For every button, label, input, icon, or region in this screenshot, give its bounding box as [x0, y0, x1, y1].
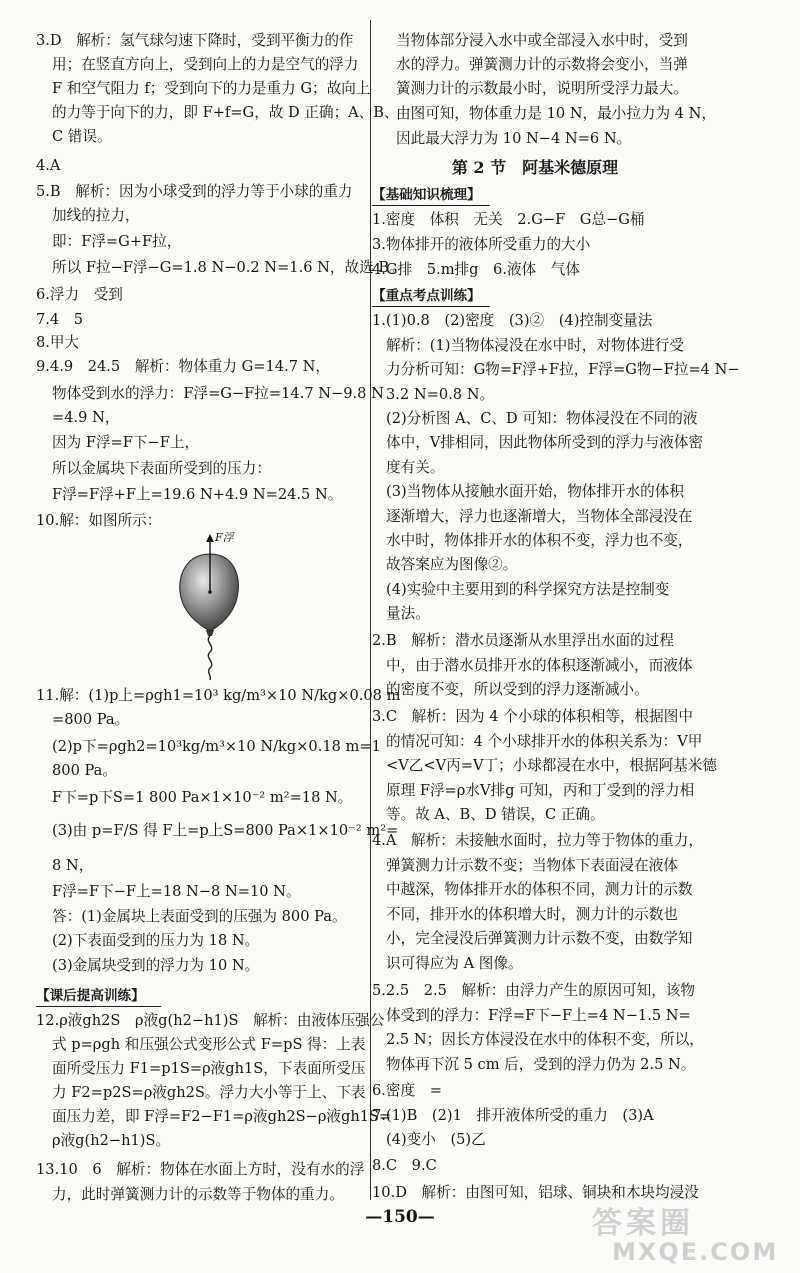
text-line: 800 Pa。 — [52, 762, 117, 779]
section-label-after-class: 【课后提高训练】 — [36, 988, 145, 1004]
text-line: (4)变小 (5)乙 — [386, 1131, 486, 1148]
text-line: F 和空气阻力 f；受到向下的力是重力 G；故向上 — [52, 80, 371, 97]
text-line: (2)分析图 A、C、D 可知：物体浸没在不同的液 — [386, 410, 698, 427]
text-line: 力，此时弹簧测力计的示数等于物体的重力。 — [52, 1186, 344, 1203]
text-line: 8.C 9.C — [372, 1157, 437, 1174]
text-line: 弹簧测力计示数不变；当物体下表面浸在液体 — [386, 857, 678, 874]
section-label-underline — [372, 205, 490, 206]
text-line: 答：(1)金属块上表面受到的压强为 800 Pa。 — [52, 908, 347, 925]
text-line: 中越深，物体排开水的体积不同，测力计的示数 — [386, 881, 693, 898]
text-line: 用；在竖直方向上，受到向上的力是空气的浮力 — [52, 56, 359, 73]
text-line: 6.浮力 受到 — [36, 286, 123, 303]
text-line: 力 F2=p2S=ρ液gh2S。浮力大小等于上、下表 — [52, 1084, 366, 1101]
text-line: 逐渐增大，浮力也逐渐增大，当物体全部浸没在 — [386, 508, 693, 525]
text-line: =4.9 N， — [52, 409, 120, 426]
text-line: 量法。 — [386, 605, 430, 622]
text-line: F下=p下S=1 800 Pa×1×10⁻² m²=18 N。 — [52, 789, 353, 806]
text-line: 9.4.9 24.5 解析：物体重力 G=14.7 N， — [36, 358, 330, 375]
text-line: 因此最大浮力为 10 N−4 N=6 N。 — [396, 130, 632, 147]
balloon-figure — [170, 532, 250, 682]
text-line: 因为 F浮=F下−F上， — [52, 434, 200, 451]
text-line: 10.解：如图所示： — [36, 512, 162, 529]
text-line: (2)p下=ρgh2=10³kg/m³×10 N/kg×0.18 m=1 — [52, 738, 381, 755]
text-line: F浮=F下−F上=18 N−8 N=10 N。 — [52, 883, 301, 900]
text-line: 解析：(1)当物体浸没在水中时，对物体进行受 — [386, 337, 684, 354]
text-line: 面压力差，即 F浮=F2−F1=ρ液gh2S−ρ液gh1S= — [52, 1108, 392, 1125]
text-line: 水中时，物体排开水的体积不变，浮力也不变， — [386, 532, 693, 549]
text-line: 5.2.5 2.5 解析：由浮力产生的原因可知，该物 — [372, 982, 696, 999]
text-line: 体受到的浮力：F浮=F下−F上=4 N−1.5 N= — [386, 1007, 691, 1024]
text-line: 7.(1)B (2)1 排开液体所受的重力 (3)A — [372, 1107, 654, 1124]
text-line: 即：F浮=G+F拉， — [52, 233, 182, 250]
text-line: =800 Pa。 — [52, 711, 130, 728]
text-line: 7.4 5 — [36, 311, 84, 328]
section-label-underline — [36, 1006, 161, 1007]
section-label-underline — [372, 306, 490, 307]
text-line: C 错误。 — [52, 128, 112, 145]
text-line: 11.解：(1)p上=ρgh1=10³ kg/m³×10 N/kg×0.08 m — [36, 687, 401, 704]
text-line: 5.B 解析：因为小球受到的浮力等于小球的重力 — [36, 183, 353, 200]
text-line: 识可得应为 A 图像。 — [386, 955, 523, 972]
text-line: (3)由 p=F/S 得 F上=p上S=800 Pa×1×10⁻² m²= — [52, 822, 399, 839]
section-label-basic-knowledge: 【基础知识梳理】 — [372, 187, 481, 203]
page-number: —150— — [365, 1207, 435, 1227]
text-line: 8 N， — [52, 857, 94, 874]
text-line: 水的浮力。弹簧测力计的示数将会变小，当弹 — [396, 56, 688, 73]
text-line: 加线的拉力， — [52, 207, 140, 224]
text-line: 簧测力计的示数最小时，说明所受浮力最大。 — [396, 80, 688, 97]
text-line: <V乙<V丙=V丁；小球都浸在水中，根据阿基米德 — [386, 757, 717, 774]
text-line: 原理 F浮=ρ水V排g 可知，丙和丁受到的浮力相 — [386, 782, 695, 799]
balloon-icon — [170, 532, 250, 682]
text-line: 1.密度 体积 无关 2.G−F G总−G桶 — [372, 211, 645, 228]
watermark-text-bottom: MXQE.COM — [612, 1238, 779, 1266]
text-line: 故答案应为图像②。 — [386, 556, 518, 573]
text-line: 体中，V排相同，因此物体所受到的浮力与液体密 — [386, 434, 704, 451]
text-line: 面所受压力 F1=p1S=ρ液gh1S，下表面所受压 — [52, 1060, 366, 1077]
text-line: 3.2 N=0.8 N。 — [386, 386, 495, 403]
text-line: 8.甲大 — [36, 334, 80, 351]
text-line: 2.B 解析：潜水员逐渐从水里浮出水面的过程 — [372, 632, 674, 649]
right-column — [372, 0, 740, 1273]
text-line: 不同，排开水的体积增大时，测力计的示数也 — [386, 906, 678, 923]
text-line: ρ液g(h2−h1)S。 — [52, 1132, 171, 1149]
text-line: 等。故 A、B、D 错误，C 正确。 — [386, 806, 605, 823]
text-line: 3.D 解析：氢气球匀速下降时，受到平衡力的作 — [36, 32, 354, 49]
text-line: 4.A 解析：未接触水面时，拉力等于物体的重力， — [372, 832, 703, 849]
text-line: 3.物体排开的液体所受重力的大小 — [372, 236, 591, 253]
force-label: F浮 — [215, 531, 234, 544]
text-line: 由图可知，物体重力是 10 N，最小拉力为 4 N， — [396, 105, 717, 122]
text-line: 10.D 解析：由图可知，铝球、铜块和木块均浸没 — [372, 1184, 699, 1201]
text-line: 的密度不变，所以受到的浮力逐渐减小。 — [386, 681, 649, 698]
text-line: 的情况可知：4 个小球排开水的体积关系为：V甲 — [386, 733, 703, 750]
text-line: 13.10 6 解析：物体在水面上方时，没有水的浮 — [36, 1161, 365, 1178]
text-line: 4.A — [36, 157, 61, 174]
section-title: 第 2 节 阿基米德原理 — [451, 158, 619, 177]
text-line: 的力等于向下的力，即 F+f=G，故 D 正确；A、B、 — [52, 104, 399, 121]
text-line: (3)金属块受到的浮力为 10 N。 — [52, 957, 260, 974]
text-line: 3.C 解析：因为 4 个小球的体积相等，根据图中 — [372, 708, 693, 725]
text-line: F浮=F浮+F上=19.6 N+4.9 N=24.5 N。 — [52, 486, 343, 503]
text-line: 物体再下沉 5 cm 后，受到的浮力仍为 2.5 N。 — [386, 1056, 696, 1073]
text-line: 12.ρ液gh2S ρ液g(h2−h1)S 解析：由液体压强公 — [36, 1012, 385, 1029]
text-line: 所以金属块下表面所受到的压力： — [52, 460, 271, 477]
text-line: (4)实验中主要用到的科学探究方法是控制变 — [386, 581, 670, 598]
watermark-text-top: 答案圈 — [592, 1206, 694, 1241]
watermark-logo — [582, 1198, 782, 1270]
section-label-key-points: 【重点考点训练】 — [372, 288, 481, 304]
text-line: 物体受到水的浮力：F浮=G−F拉=14.7 N−9.8 N — [52, 385, 384, 402]
text-line: 6.密度 = — [372, 1082, 442, 1099]
text-line: 4.G排 5.m排g 6.液体 气体 — [372, 261, 580, 278]
text-line: 中，由于潜水员排开水的体积逐渐减小，而液体 — [386, 657, 693, 674]
text-line: (2)下表面受到的压力为 18 N。 — [52, 932, 260, 949]
text-line: (3)当物体从接触水面开始，物体排开水的体积 — [386, 483, 684, 500]
text-line: 当物体部分浸入水中或全部浸入水中时，受到 — [396, 32, 688, 49]
text-line: 力分析可知：G物=F浮+F拉，F浮=G物−F拉=4 N− — [386, 361, 740, 378]
text-line: 所以 F拉−F浮−G=1.8 N−0.2 N=1.6 N，故选 B。 — [52, 259, 404, 276]
text-line: 度有关。 — [386, 459, 445, 476]
text-line: 1.(1)0.8 (2)密度 (3)② (4)控制变量法 — [372, 312, 653, 329]
text-line: 式 p=ρgh 和压强公式变形公式 F=pS 得：上表 — [52, 1036, 366, 1053]
text-line: 小，完全浸没后弹簧测力计示数不变，由数学知 — [386, 930, 693, 947]
text-line: 2.5 N；因长方体浸没在水中的体积不变，所以， — [386, 1031, 704, 1048]
